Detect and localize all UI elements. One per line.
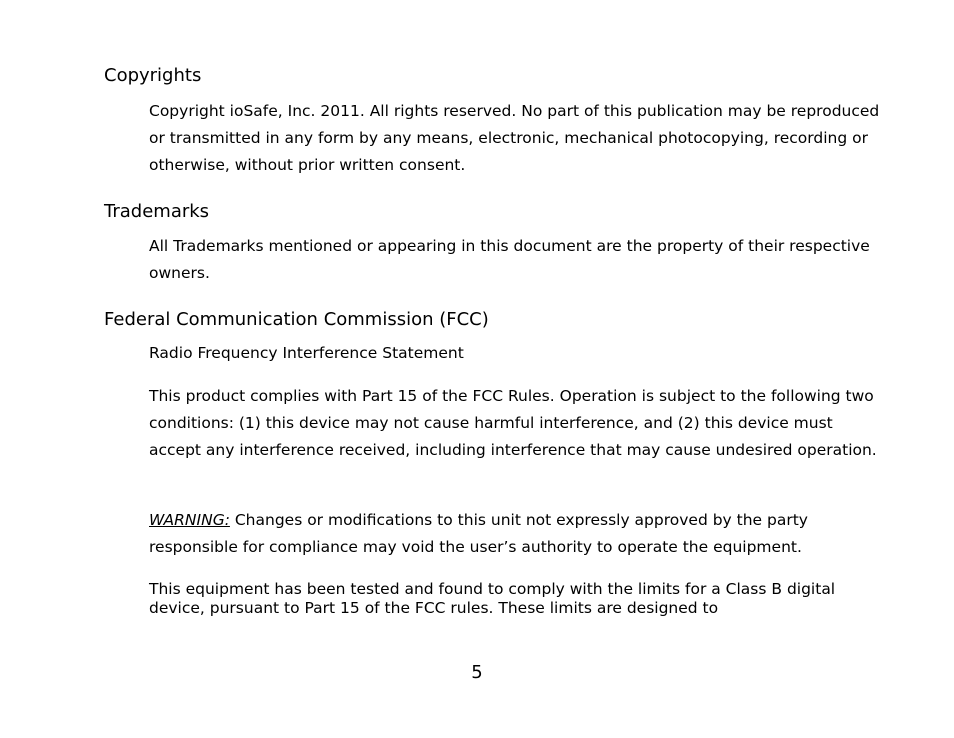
copyrights-heading: Copyrights: [104, 65, 202, 86]
page-number: 5: [471, 662, 483, 683]
fcc-class-b-body: This equipment has been tested and found to comply with the limits for a Class B digital device, pursuant to Part 15 of the FCC rules. These limits are designed to: [149, 580, 836, 617]
fcc-heading: Federal Communication Commission (FCC): [104, 309, 489, 330]
warning-label: WARNING:: [149, 511, 230, 529]
trademarks-heading: Trademarks: [104, 201, 210, 222]
fcc-subtitle: Radio Frequency Interference Statement: [149, 344, 464, 362]
fcc-warning-paragraph: [149, 507, 889, 561]
fcc-compliance-body: This product complies with Part 15 of the FCC Rules. Operation is subject to the following two conditions: (1) this device may not cause harmful interference, and (2) this device must accept any interference received, including interference that may cause undesired operation.: [149, 387, 877, 459]
trademarks-body: All Trademarks mentioned or appearing in this document are the property of their respective owners.: [149, 237, 870, 282]
copyrights-body: Copyright ioSafe, Inc. 2011. All rights reserved. No part of this publication may be reproduced or transmitted in any form by any means, electronic, mechanical photocopying, recording or otherwise, without prior written consent.: [149, 102, 880, 174]
warning-text: Changes or modifications to this unit not expressly approved by the party responsible for compliance may void the user’s authority to operate the equipment.: [149, 511, 808, 556]
